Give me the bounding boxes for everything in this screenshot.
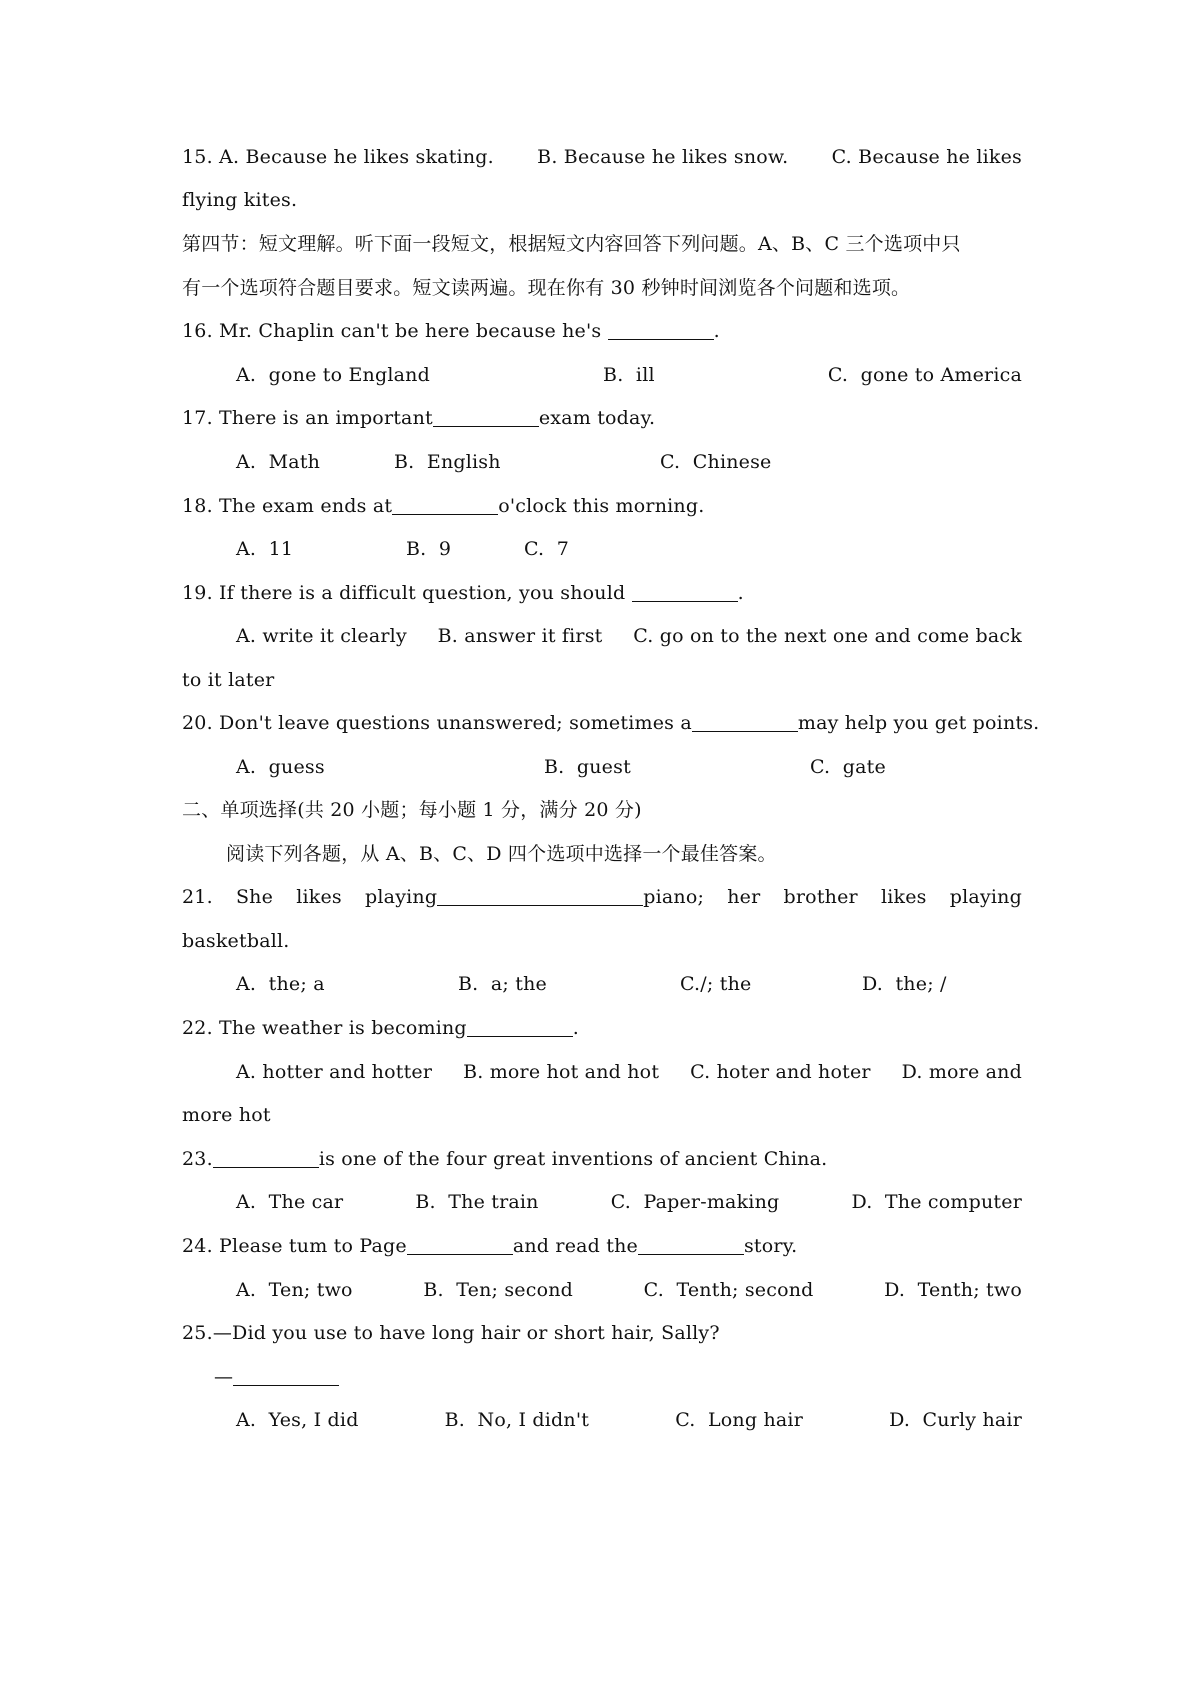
q23-stem-end: is one of the four great inventions of ancient China. <box>318 1148 828 1170</box>
question-20 <box>182 711 1040 735</box>
q24-option-b: B. Ten; second <box>423 1279 574 1301</box>
q24-stem-start: 24. Please tum to Page <box>182 1235 407 1257</box>
q21-word: 21. <box>182 886 213 908</box>
q16-stem-end: . <box>713 320 720 342</box>
question-18 <box>182 494 1022 518</box>
q25-option-a: A. Yes, I did <box>236 1409 359 1431</box>
q24-option-c: C. Tenth; second <box>643 1279 814 1301</box>
q21-option-c: C./; the <box>680 973 752 995</box>
q21-options <box>236 972 1022 996</box>
q22-stem-start: 22. The weather is becoming <box>182 1017 467 1039</box>
question-17 <box>182 406 1022 430</box>
q15-option-a: 15. A. Because he likes skating. <box>182 146 494 168</box>
question-22 <box>182 1016 1022 1040</box>
q23-stem-start: 23. <box>182 1148 213 1170</box>
q20-option-c: C. gate <box>810 756 886 778</box>
q21-option-b: B. a; the <box>458 973 547 995</box>
answer-blank <box>433 408 539 427</box>
question-24 <box>182 1234 1022 1258</box>
q21-continuation: basketball. <box>182 930 290 952</box>
question-23 <box>182 1147 1022 1171</box>
question-21 <box>182 885 1022 909</box>
question-25: 25.—Did you use to have long hair or short hair, Sally? <box>182 1322 720 1344</box>
q19-continuation: to it later <box>182 669 275 691</box>
q18-option-c: C. 7 <box>524 538 570 560</box>
q20-stem-end: may help you get points. <box>797 712 1040 734</box>
q18-stem-start: 18. The exam ends at <box>182 495 393 517</box>
q19-option-c: C. go on to the next one and come back <box>633 625 1022 647</box>
answer-blank <box>392 496 498 515</box>
q17-options <box>236 450 1022 474</box>
q24-option-d: D. Tenth; two <box>884 1279 1022 1301</box>
q20-option-a: A. guess <box>236 756 325 778</box>
q17-option-a: A. Math <box>236 451 321 473</box>
q21-word: piano; <box>643 886 705 908</box>
answer-blank <box>213 1149 319 1168</box>
answer-blank <box>233 1367 339 1386</box>
q25-option-d: D. Curly hair <box>889 1409 1022 1431</box>
q19-stem-start: 19. If there is a difficult question, you should <box>182 582 632 604</box>
q16-stem-start: 16. Mr. Chaplin can't be here because he's <box>182 320 608 342</box>
q23-option-b: B. The train <box>415 1191 539 1213</box>
q22-options <box>236 1060 1022 1084</box>
q23-option-c: C. Paper-making <box>610 1191 780 1213</box>
q24-stem-end: story. <box>743 1235 798 1257</box>
q23-option-a: A. The car <box>236 1191 344 1213</box>
answer-blank <box>437 887 643 906</box>
q21-word: likes <box>880 886 927 908</box>
answer-blank <box>407 1236 513 1255</box>
q22-option-d: D. more and <box>901 1061 1022 1083</box>
q18-options <box>236 537 1022 561</box>
q18-option-a: A. 11 <box>236 538 294 560</box>
q20-option-b: B. guest <box>544 756 631 778</box>
question-19 <box>182 581 1022 605</box>
answer-blank <box>608 321 714 340</box>
q23-option-d: D. The computer <box>851 1191 1022 1213</box>
q21-word: likes <box>296 886 342 908</box>
q24-options <box>236 1278 1022 1302</box>
q24-stem-middle: and read the <box>512 1235 638 1257</box>
q17-stem-end: exam today. <box>538 407 656 429</box>
question-16 <box>182 319 1022 343</box>
q21-word: playing <box>949 886 1022 908</box>
q25-answer-line <box>214 1365 1054 1389</box>
q23-options <box>236 1190 1022 1214</box>
q22-continuation: more hot <box>182 1104 271 1126</box>
q15-option-c: C. Because he likes <box>831 146 1022 168</box>
q17-option-c: C. Chinese <box>660 451 772 473</box>
question-15-line <box>182 145 1022 169</box>
q24-option-a: A. Ten; two <box>236 1279 353 1301</box>
q16-option-b: B. ill <box>603 364 655 386</box>
part-2-title: 二、单项选择(共 20 小题；每小题 1 分，满分 20 分) <box>182 799 642 821</box>
q15-option-b: B. Because he likes snow. <box>537 146 789 168</box>
answer-blank <box>632 583 738 602</box>
q22-option-c: C. hoter and hoter <box>690 1061 871 1083</box>
q21-word: her <box>727 886 761 908</box>
q21-word: brother <box>783 886 858 908</box>
q19-stem-end: . <box>737 582 744 604</box>
part-2-instruction: 阅读下列各题，从 A、B、C、D 四个选项中选择一个最佳答案。 <box>226 843 777 865</box>
q21-word: She <box>235 886 274 908</box>
section-4-instruction-line1: 第四节：短文理解。听下面一段短文，根据短文内容回答下列问题。A、B、C 三个选项中只 <box>182 233 961 255</box>
q16-options <box>236 363 1022 387</box>
q20-options <box>236 755 1022 779</box>
q25-option-b: B. No, I didn't <box>444 1409 590 1431</box>
q19-options <box>236 624 1022 648</box>
q18-option-b: B. 9 <box>406 538 452 560</box>
q25-option-c: C. Long hair <box>675 1409 803 1431</box>
q18-stem-end: o'clock this morning. <box>498 495 705 517</box>
answer-blank <box>692 713 798 732</box>
q22-option-a: A. hotter and hotter <box>236 1061 433 1083</box>
answer-blank <box>638 1236 744 1255</box>
q15-continuation: flying kites. <box>182 189 298 211</box>
q25-dash: — <box>214 1366 234 1388</box>
q21-word: playing <box>365 886 438 908</box>
q21-option-a: A. the; a <box>236 973 325 995</box>
q25-options <box>236 1408 1022 1432</box>
q21-word-with-blank <box>365 885 704 909</box>
q22-option-b: B. more hot and hot <box>463 1061 660 1083</box>
q19-option-a: A. write it clearly <box>236 625 407 647</box>
q16-option-a: A. gone to England <box>236 364 430 386</box>
section-4-instruction-line2: 有一个选项符合题目要求。短文读两遍。现在你有 30 秒钟时间浏览各个问题和选项。 <box>182 277 911 299</box>
q17-option-b: B. English <box>394 451 501 473</box>
answer-blank <box>467 1018 573 1037</box>
q19-option-b: B. answer it first <box>437 625 603 647</box>
q20-stem-start: 20. Don't leave questions unanswered; sometimes a <box>182 712 692 734</box>
q21-option-d: D. the; / <box>862 973 947 995</box>
q16-option-c: C. gone to America <box>827 364 1022 386</box>
q17-stem-start: 17. There is an important <box>182 407 433 429</box>
q22-stem-end: . <box>572 1017 580 1039</box>
